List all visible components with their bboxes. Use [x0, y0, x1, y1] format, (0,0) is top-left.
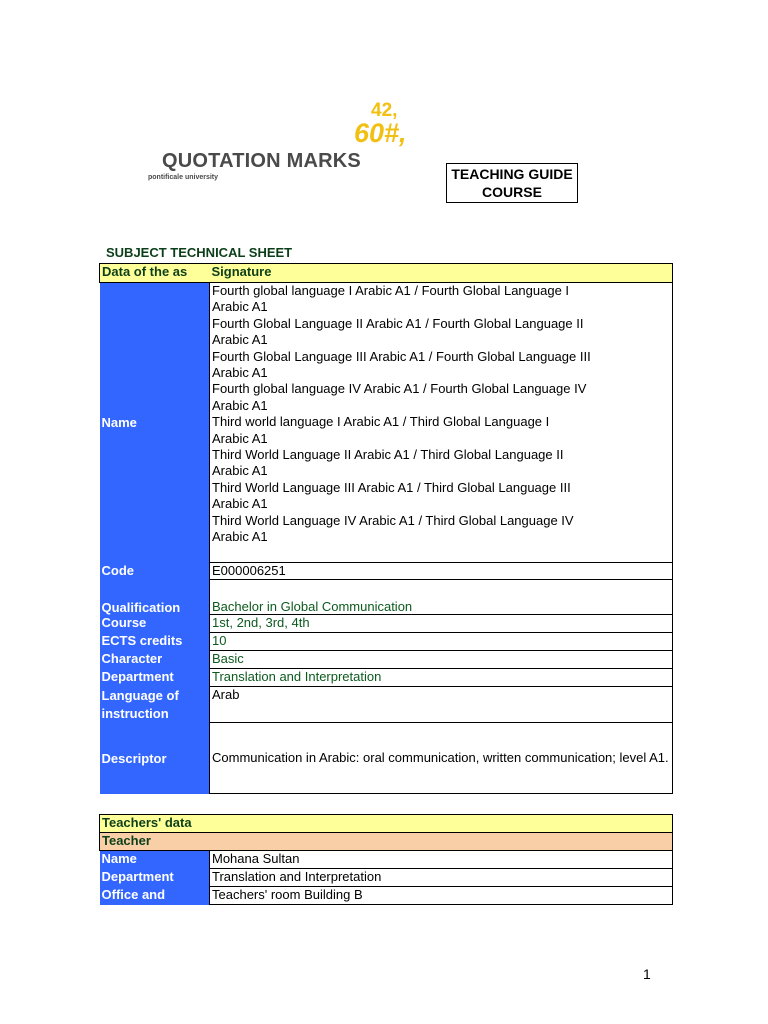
name-line: Third World Language II Arabic A1 / Third Global Language II	[212, 447, 564, 463]
code-label: Code	[100, 563, 210, 580]
descriptor-row	[100, 723, 673, 794]
name-line: Third world language I Arabic A1 / Third Global Language I	[212, 414, 550, 430]
teacher-office-value: Teachers' room Building B	[210, 887, 673, 905]
page-number: 1	[643, 966, 651, 982]
department-value: Translation and Interpretation	[210, 669, 673, 687]
name-line: Arabic A1	[212, 463, 268, 479]
course-label: Course	[100, 615, 210, 633]
name-value	[210, 283, 673, 563]
qualification-label: Qualification	[100, 580, 210, 615]
sheet-header-label: Data of the as	[100, 264, 210, 283]
teacher-name-label: Name	[100, 851, 210, 869]
name-line: Arabic A1	[212, 496, 268, 512]
language-label: Language of instruction	[100, 687, 210, 723]
teachers-header-row	[100, 815, 673, 833]
guide-line-1: TEACHING GUIDE	[451, 166, 573, 182]
name-label: Name	[100, 283, 210, 563]
descriptor-label: Descriptor	[100, 723, 210, 794]
department-row	[100, 669, 673, 687]
qualification-value: Bachelor in Global Communication	[210, 580, 673, 615]
name-line: Arabic A1	[212, 529, 268, 545]
logo-subtitle: pontificale university	[148, 174, 219, 181]
ects-label: ECTS credits	[100, 633, 210, 651]
department-label: Department	[100, 669, 210, 687]
course-row	[100, 615, 673, 633]
name-line: Third World Language IV Arabic A1 / Third Global Language IV	[212, 512, 574, 528]
name-line: Arabic A1	[212, 397, 268, 413]
course-value: 1st, 2nd, 3rd, 4th	[210, 615, 673, 633]
name-line: Arabic A1	[212, 430, 268, 446]
teacher-subheader: Teacher	[100, 833, 673, 851]
code-row	[100, 563, 673, 580]
sheet-header-value: Signature	[210, 264, 673, 283]
teachers-table	[99, 814, 673, 905]
teacher-name-row	[100, 851, 673, 869]
teacher-department-row	[100, 869, 673, 887]
name-line: Arabic A1	[212, 332, 268, 348]
logo-number-main: 60#,	[354, 118, 407, 148]
name-line: Fourth Global Language III Arabic A1 / Fourth Global Language III	[212, 348, 591, 364]
teacher-office-label: Office and	[100, 887, 210, 905]
teacher-office-row	[100, 887, 673, 905]
name-line: Arabic A1	[212, 299, 268, 315]
code-value: E000006251	[210, 563, 673, 580]
sheet-header-row	[100, 264, 673, 283]
language-value: Arab	[210, 687, 673, 723]
subject-sheet-heading: SUBJECT TECHNICAL SHEET	[106, 245, 293, 260]
descriptor-value: Communication in Arabic: oral communication, written communication; level A1.	[210, 723, 673, 794]
character-label: Character	[100, 651, 210, 669]
character-value: Basic	[210, 651, 673, 669]
name-row	[100, 283, 673, 563]
teacher-department-label: Department	[100, 869, 210, 887]
name-line: Arabic A1	[212, 365, 268, 381]
teacher-subheader-row	[100, 833, 673, 851]
character-row	[100, 651, 673, 669]
name-line: Fourth global language IV Arabic A1 / Fourth Global Language IV	[212, 381, 587, 397]
ects-value: 10	[210, 633, 673, 651]
subject-sheet-table	[99, 263, 673, 794]
name-line: Fourth Global Language II Arabic A1 / Fourth Global Language II	[212, 315, 584, 331]
teacher-department-value: Translation and Interpretation	[210, 869, 673, 887]
logo-number-top: 42,	[371, 100, 398, 121]
teaching-guide-box	[446, 163, 578, 203]
logo-title: QUOTATION MARKS	[162, 150, 361, 172]
teacher-name-value: Mohana Sultan	[210, 851, 673, 869]
qualification-row	[100, 580, 673, 615]
guide-line-2: COURSE	[482, 184, 542, 200]
language-row	[100, 687, 673, 723]
name-line: Third World Language III Arabic A1 / Third Global Language III	[212, 479, 571, 495]
name-line: Fourth global language I Arabic A1 / Fourth Global Language I	[212, 283, 570, 298]
ects-row	[100, 633, 673, 651]
teachers-header: Teachers' data	[100, 815, 673, 833]
